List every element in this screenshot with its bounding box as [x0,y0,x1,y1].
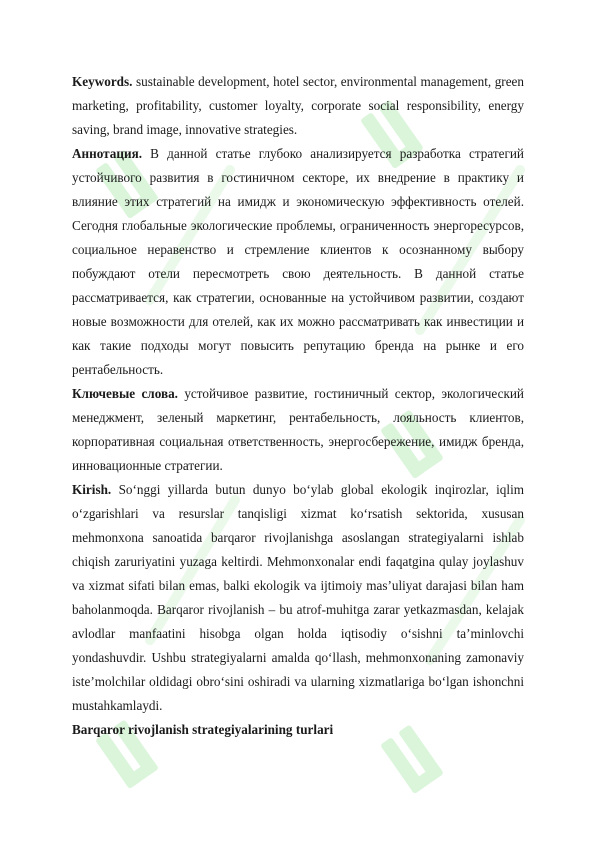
intro-uz-label: Kirish. [72,482,112,497]
keywords-ru-text: устойчивое развитие, гостиничный сектор, экологический менеджмент, зеленый маркетинг, рентабельность, лояльность клиентов, корпоративная социальная ответственность, энергосбережение, имидж бренда, инновационные стратегии. [72,386,524,473]
intro-uz-paragraph [72,478,524,718]
keywords-en-text: sustainable development, hotel sector, environmental management, green marketing, profitability, customer loyalty, corporate social responsibility, energy saving, brand image, innovative strategies. [72,74,524,137]
section-heading: Barqaror rivojlanish strategiyalarining turlari [72,722,334,737]
keywords-ru-paragraph [72,382,524,478]
abstract-ru-label: Аннотация. [72,146,143,161]
document-body [72,70,524,742]
keywords-ru-label: Ключевые слова. [72,386,178,401]
keywords-en-label: Keywords. [72,74,133,89]
abstract-ru-paragraph [72,142,524,382]
abstract-ru-text: В данной статье глубоко анализируется разработка стратегий устойчивого развития в гостиничном секторе, их внедрение в практику и влияние этих стратегий на имидж и экономическую эффективность отелей. Сегодня глобальные экологические проблемы, ограниченность энергоресурсов, социальное неравенство и стремление клиентов к осознанному выбору побуждают отели пересмотреть свою деятельность. В данной статье рассматривается, как стратегии, основанные на устойчивом развитии, создают новые возможности для отелей, как их можно рассматривать как инвестиции и как такие подходы могут повысить репутацию бренда на рынке и его рентабельность. [72,146,524,377]
intro-uz-text: So‘nggi yillarda butun dunyo bo‘ylab global ekologik inqirozlar, iqlim o‘zgarishlari va resurslar tanqisligi xizmat ko‘rsatish sektorida, xususan mehmonxona sanoatida barqaror rivojlanishga asoslangan strategiyalarni ishlab chiqish zaruriyatini yuzaga keltirdi. Mehmonxonalar endi faqatgina qulay joylashuv va xizmat sifati bilan emas, balki ekologik va ijtimoiy mas’uliyat darajasi bilan ham baholanmoqda. Barqaror rivojlanish – bu atrof-muhitga zarar yetkazmasdan, kelajak avlodlar manfaatini hisobga olgan holda iqtisodiy o‘sishni ta’minlovchi yondashuvdir. Ushbu strategiyalarni amalda qo‘llash, mehmonxonaning zamonaviy iste’molchilar oldidagi obro‘sini oshiradi va ularning xizmatlariga bo‘lgan ishonchni mustahkamlaydi. [72,482,524,713]
keywords-en-paragraph [72,70,524,142]
